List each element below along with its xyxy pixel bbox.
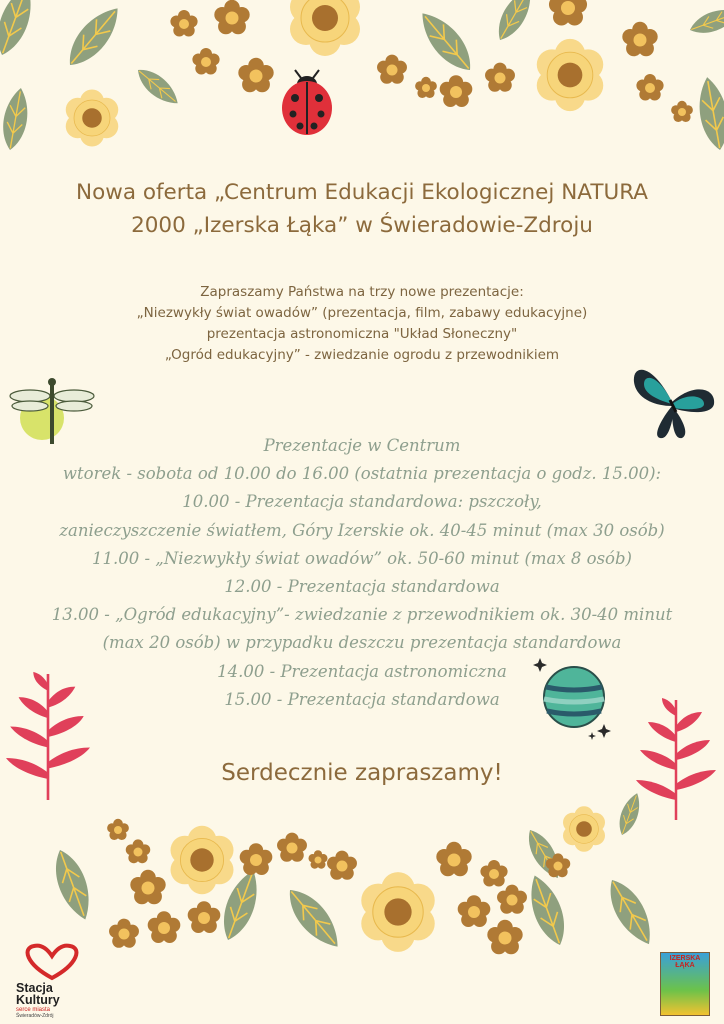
flower-icon [238,58,273,92]
schedule-line: zanieczyszczenie światłem, Góry Izerskie ok. 40-45 minut (max 30 osób) [59,520,665,540]
leaf-icon [132,63,184,111]
flower-icon [458,895,491,927]
flower-icon [277,833,307,862]
schedule-line: 10.00 - Prezentacja standardowa: pszczoły, [182,492,542,512]
butterfly-icon [634,370,714,438]
logo-text: IZERSKA ŁĄKA [669,955,701,969]
stacja-kultury-logo [10,940,92,1020]
flower-icon [126,839,150,863]
schedule-heading: Prezentacje w Centrum [263,436,461,455]
flower-icon [497,885,527,914]
flower-icon [440,75,473,107]
heart-logo-icon [16,942,88,982]
schedule-line: 14.00 - Prezentacja astronomiczna [217,661,507,681]
flower-icon [308,850,327,869]
flower-icon [130,870,165,904]
flower-icon [214,0,249,34]
izerska-laka-logo [660,952,710,1016]
schedule-line: 12.00 - Prezentacja standardowa [224,577,500,597]
leaf-icon [491,0,539,45]
leaf-icon [412,5,480,79]
leaf-icon [600,873,660,951]
flower-icon [327,851,357,880]
title-line: Nowa oferta „Centrum Edukacji Ekologicznej NATURA [76,180,648,205]
intro-line: „Ogród edukacyjny” - zwiedzanie ogrodu z przewodnikiem [164,347,560,363]
intro-text [0,282,724,366]
closing-text: Serdecznie zapraszamy! [221,760,503,786]
leaf-icon [280,881,348,955]
logo-text: Stacja [16,981,53,995]
flower-icon [480,860,507,887]
flower-icon [415,77,437,98]
leaf-icon [522,871,573,950]
leaf-icon [0,0,40,60]
leaf-icon [687,3,724,38]
logo-subtext: Świeradów-Zdrój [16,1013,54,1019]
leaf-icon [47,845,98,924]
flower-icon [436,842,471,876]
page-title [0,176,724,242]
red-plant-icon [636,698,716,820]
logo-subtext: serce miasta [16,1007,51,1013]
leaf-icon [60,0,128,74]
title-line: 2000 „Izerska Łąka” w Świeradowie-Zdroju [131,213,593,238]
schedule-line: wtorek - sobota od 10.00 do 16.00 (ostatnia prezentacja o godz. 15.00): [62,464,662,484]
schedule-line: 11.00 - „Niezwykły świat owadów” ok. 50-60 minut (max 8 osób) [92,548,632,568]
flower-icon [107,819,129,840]
logo-text: Kultury [16,993,60,1007]
flower-icon [361,872,435,952]
flower-icon [671,101,693,122]
schedule-line: 13.00 - „Ogród edukacyjny”- zwiedzanie z przewodnikiem ok. 30-40 minut [51,605,673,625]
flower-icon [192,48,219,75]
flower-icon [240,843,273,875]
flower-icon [563,806,605,852]
flower-icon [549,0,587,25]
flower-icon [622,22,657,56]
flower-icon [290,0,360,56]
flower-icon [377,55,407,84]
flower-icon [636,74,663,101]
schedule-line: (max 20 osób) w przypadku deszczu prezentacja standardowa [102,633,622,653]
leaf-icon [694,75,724,153]
flower-icon [148,911,181,943]
intro-line: „Niezwykły świat owadów” (prezentacja, film, zabawy edukacyjne) [136,305,588,321]
schedule-text [0,432,724,714]
intro-line: prezentacja astronomiczna "Układ Słoneczny" [206,326,518,342]
leaf-icon [614,791,644,838]
flower-icon [485,63,515,92]
schedule-line: 15.00 - Prezentacja standardowa [224,689,500,709]
flower-icon [170,10,197,37]
flower-icon [537,39,604,111]
flower-icon [109,919,139,948]
flower-icon [66,90,119,147]
flower-icon [188,901,221,933]
intro-line: Zapraszamy Państwa na trzy nowe prezentacje: [200,284,524,300]
ladybug-icon [282,70,332,135]
leaf-icon [0,86,32,152]
flower-icon [487,920,522,954]
flower-icon [171,826,234,894]
